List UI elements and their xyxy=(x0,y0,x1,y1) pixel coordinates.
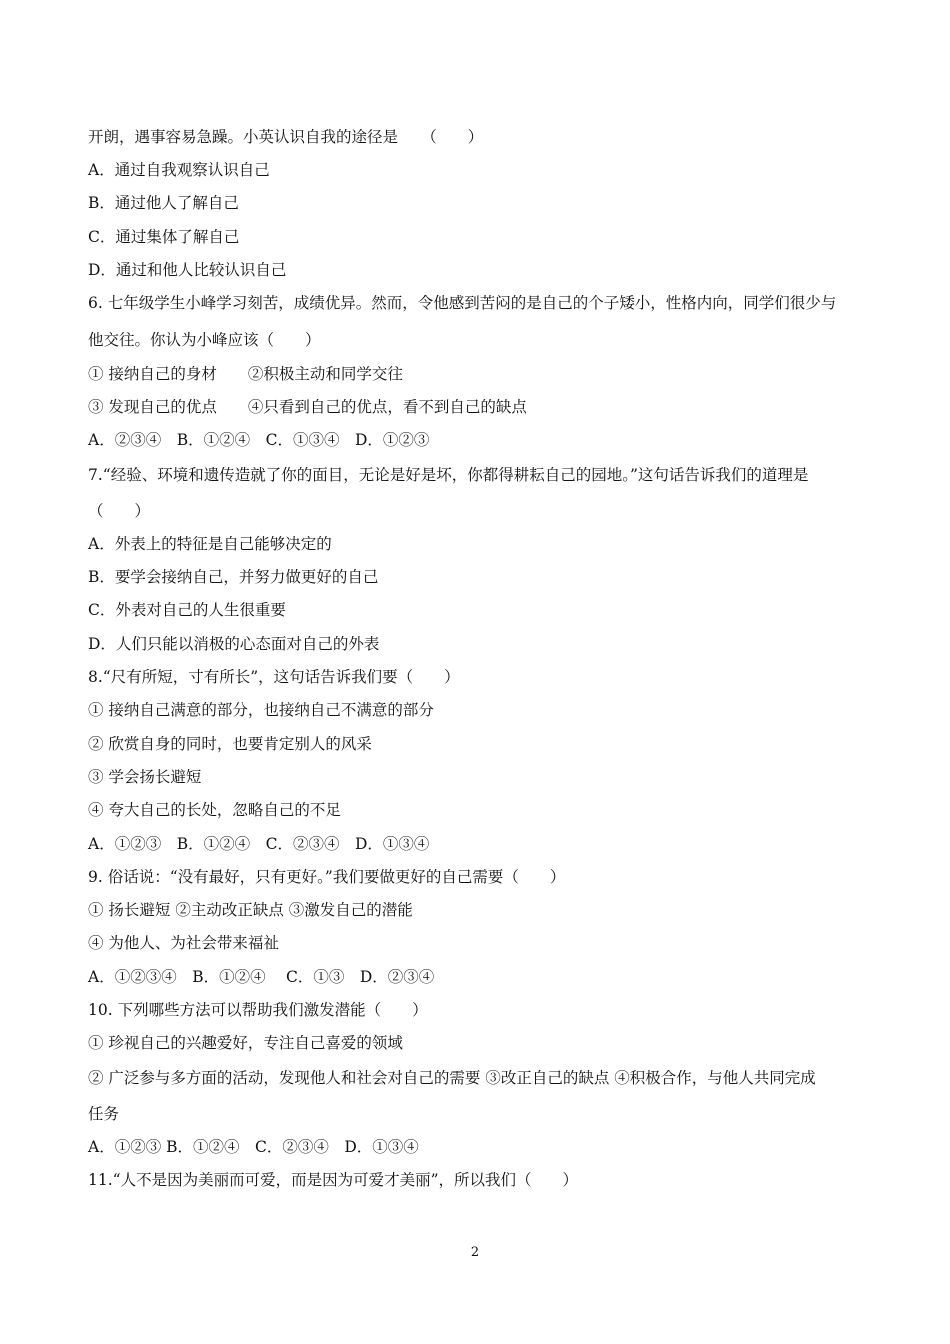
question-6-options: A．②③④ B．①②④ C．①③④ D．①②③ xyxy=(88,431,430,449)
question-7-option-d: D．人们只能以消极的心态面对自己的外表 xyxy=(88,635,380,653)
question-6-statements-3-4: ③ 发现自己的优点 ④只看到自己的优点，看不到自己的缺点 xyxy=(88,398,527,416)
question-5-option-c: C．通过集体了解自己 xyxy=(88,228,240,246)
question-7-stem: 7.“经验、环境和遗传造就了你的面目，无论是好是坏，你都得耕耘自己的园地。”这句话告诉我们的道理是 xyxy=(88,466,809,484)
question-8-statement-2: ② 欣赏自身的同时，也要肯定别人的风采 xyxy=(88,735,372,753)
question-7-option-c: C．外表对自己的人生很重要 xyxy=(88,601,286,619)
question-7-option-b: B．要学会接纳自己，并努力做更好的自己 xyxy=(88,568,379,586)
question-9-statement-4: ④ 为他人、为社会带来福祉 xyxy=(88,934,279,952)
question-10-statement-4-continuation: 任务 xyxy=(88,1105,120,1123)
question-10-statements-2-4: ② 广泛参与多方面的活动，发现他人和社会对自己的需要 ③改正自己的缺点 ④积极合作，与他人共同完成 xyxy=(88,1069,816,1087)
question-10-options: A．①②③ B．①②④ C．②③④ D．①③④ xyxy=(88,1138,419,1156)
question-9-options: A．①②③④ B．①②④ C．①③ D．②③④ xyxy=(88,968,435,986)
question-9-stem: 9. 俗话说：“没有最好，只有更好。”我们要做更好的自己需要（ ） xyxy=(88,868,566,886)
question-6-stem: 6. 七年级学生小峰学习刻苦，成绩优异。然而，令他感到苦闷的是自己的个子矮小，性格内向，同学们很少与 xyxy=(88,294,837,312)
question-5-stem-continuation: 开朗，遇事容易急躁。小英认识自我的途径是 （ ） xyxy=(88,128,484,146)
question-6-statements-1-2: ① 接纳自己的身材 ②积极主动和同学交往 xyxy=(88,365,403,383)
question-7-answer-bracket: （ ） xyxy=(88,502,151,520)
question-10-stem: 10. 下列哪些方法可以帮助我们激发潜能（ ） xyxy=(88,1001,428,1019)
question-8-statement-4: ④ 夸大自己的长处，忽略自己的不足 xyxy=(88,801,341,819)
question-6-stem-continuation: 他交往。你认为小峰应该（ ） xyxy=(88,331,321,349)
question-8-options: A．①②③ B．①②④ C．②③④ D．①③④ xyxy=(88,835,430,853)
question-8-statement-1: ① 接纳自己满意的部分，也接纳自己不满意的部分 xyxy=(88,701,434,719)
question-8-statement-3: ③ 学会扬长避短 xyxy=(88,768,202,786)
question-8-stem: 8.“尺有所短，寸有所长”，这句话告诉我们要（ ） xyxy=(88,668,460,686)
question-5-option-d: D．通过和他人比较认识自己 xyxy=(88,261,287,279)
question-5-option-a: A．通过自我观察认识自己 xyxy=(88,161,270,179)
question-5-option-b: B．通过他人了解自己 xyxy=(88,194,239,212)
question-10-statement-1: ① 珍视自己的兴趣爱好，专注自己喜爱的领域 xyxy=(88,1034,403,1052)
page-number: 2 xyxy=(470,1245,480,1260)
question-11-stem: 11.“人不是因为美丽而可爱，而是因为可爱才美丽”，所以我们（ ） xyxy=(88,1171,579,1189)
question-7-option-a: A．外表上的特征是自己能够决定的 xyxy=(88,535,332,553)
question-9-statements-1-3: ① 扬长避短 ②主动改正缺点 ③激发自己的潜能 xyxy=(88,901,413,919)
